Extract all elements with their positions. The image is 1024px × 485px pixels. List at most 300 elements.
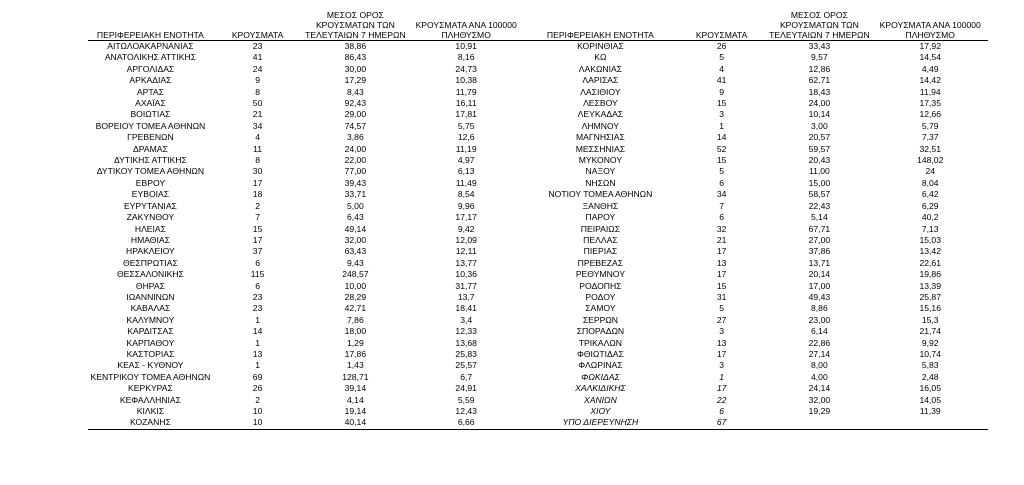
- cell-avg7-left: 19,14: [344, 406, 367, 416]
- table-row: [88, 395, 988, 406]
- cell-region-left: ΚΕΦΑΛΛΗΝΙΑΣ: [119, 394, 181, 405]
- cell-cases-left: 34: [252, 120, 263, 131]
- cell-per100k-left: 11,19: [455, 143, 477, 154]
- table-row: [88, 303, 988, 314]
- cell-per100k-right: 13,42: [919, 246, 941, 257]
- cell-per100k-left: 6,66: [408, 417, 523, 429]
- cell-cases-right: 15: [716, 98, 727, 109]
- cell-avg7-right: 20,57: [808, 132, 831, 143]
- cell-avg7-left: 1,43: [347, 360, 364, 371]
- cell-region-left: ΖΑΚΥΝΘΟΥ: [126, 212, 175, 223]
- cell-per100k-right: 9,92: [921, 337, 939, 348]
- cell-avg7-left: 10,00: [344, 280, 367, 291]
- cell-per100k-left: 9,42: [457, 223, 475, 234]
- table-row: [88, 75, 988, 86]
- header-avg7-left: ΜΕΣΟΣ ΟΡΟΣ ΚΡΟΥΣΜΑΤΩΝ ΤΩΝ ΤΕΛΕΥΤΑΙΩΝ 7 ΗΜΕΡΩΝ: [302, 0, 408, 41]
- table-row: [88, 87, 988, 98]
- cell-cases-right: 52: [716, 143, 727, 154]
- cell-avg7-left: 22,00: [344, 155, 367, 166]
- cell-avg7-left: 9,43: [347, 257, 364, 268]
- header-per100k-left: ΚΡΟΥΣΜΑΤΑ ΑΝΑ 100000 ΠΛΗΘΥΣΜΟ: [408, 0, 523, 41]
- cell-cases-left: 14: [252, 326, 263, 337]
- cell-avg7-left: 1,29: [347, 337, 364, 348]
- cell-avg7-right: 19,29: [808, 406, 831, 416]
- table-row: [88, 292, 988, 303]
- cell-per100k-right: 7,37: [921, 132, 939, 143]
- cell-avg7-right: 17,00: [808, 280, 831, 291]
- cell-avg7-right: 8,00: [811, 360, 828, 371]
- cell-avg7-right: 32,00: [808, 394, 831, 405]
- cell-avg7-left: 128,71: [342, 371, 369, 382]
- cell-region-left: ΘΕΣΣΑΛΟΝΙΚΗΣ: [116, 269, 184, 280]
- cell-avg7-left: 30,00: [344, 63, 367, 74]
- cell-region-right: ΚΟΡΙΝΘΙΑΣ: [577, 41, 624, 51]
- cell-avg7-right: 67,71: [808, 223, 831, 234]
- header-region-right: ΠΕΡΙΦΕΡΕΙΑΚΗ ΕΝΟΤΗΤΑ: [524, 0, 677, 41]
- cell-per100k-right: 16,05: [919, 383, 941, 394]
- cell-per100k-right: 6,29: [921, 200, 939, 211]
- cell-cases-right: 17: [716, 269, 727, 280]
- cell-avg7-left: 39,43: [344, 177, 367, 188]
- table-row: [88, 372, 988, 383]
- table-row: [88, 246, 988, 257]
- cell-region-right: ΣΕΡΡΩΝ: [582, 314, 618, 325]
- cell-cases-left: 10: [252, 406, 263, 416]
- header-avg7-right: ΜΕΣΟΣ ΟΡΟΣ ΚΡΟΥΣΜΑΤΩΝ ΤΩΝ ΤΕΛΕΥΤΑΙΩΝ 7 ΗΜΕΡΩΝ: [766, 0, 872, 41]
- cell-per100k-left: 17,17: [455, 212, 477, 223]
- cell-region-right: ΥΠΟ ΔΙΕΡΕΥΝΗΣΗ: [524, 417, 677, 429]
- cell-region-right: ΝΗΣΩΝ: [585, 177, 616, 188]
- cell-per100k-left: 11,49: [455, 177, 477, 188]
- cell-cases-left: 2: [255, 394, 260, 405]
- cell-region-right: ΠΙΕΡΙΑΣ: [583, 246, 618, 257]
- cell-region-left: ΗΡΑΚΛΕΙΟΥ: [126, 246, 175, 257]
- cell-avg7-left: 42,71: [344, 303, 367, 314]
- cell-region-left: ΙΩΑΝΝΙΝΩΝ: [126, 291, 175, 302]
- cell-per100k-right: 10,74: [919, 348, 941, 359]
- cell-per100k-right: 24: [925, 166, 935, 177]
- table-row: [88, 144, 988, 155]
- cell-cases-right: 27: [716, 314, 727, 325]
- cell-region-left: ΚΑΡΠΑΘΟΥ: [126, 337, 175, 348]
- cell-region-right: ΚΩ: [594, 52, 607, 63]
- cell-cases-right: 13: [716, 337, 727, 348]
- cell-per100k-right: 25,87: [919, 291, 941, 302]
- cell-region-left: ΔΥΤΙΚΟΥ ΤΟΜΕΑ ΑΘΗΝΩΝ: [96, 166, 205, 177]
- cell-region-right: ΛΑΚΩΝΙΑΣ: [578, 63, 623, 74]
- cell-per100k-right: 7,13: [921, 223, 939, 234]
- cell-avg7-right: 22,86: [808, 337, 831, 348]
- cell-region-left: ΚΑΛΥΜΝΟΥ: [126, 314, 175, 325]
- cell-avg7-left: 17,29: [344, 75, 367, 86]
- cell-per100k-right: 15,03: [919, 234, 941, 245]
- cell-cases-right: 67: [677, 417, 766, 429]
- cell-per100k-left: 24,91: [455, 383, 477, 394]
- cell-region-right: ΜΥΚΟΝΟΥ: [578, 155, 623, 166]
- cell-cases-right: 34: [716, 189, 727, 200]
- cell-region-left: ΔΥΤΙΚΗΣ ΑΤΤΙΚΗΣ: [113, 155, 187, 166]
- cell-cases-left: 17: [252, 177, 263, 188]
- cell-avg7-left: 6,43: [347, 212, 364, 223]
- cell-region-left: ΑΡΤΑΣ: [136, 86, 164, 97]
- cell-region-left: ΚΑΡΔΙΤΣΑΣ: [127, 326, 174, 337]
- cell-per100k-right: 13,39: [919, 280, 941, 291]
- cell-cases-left: 6: [255, 257, 260, 268]
- cell-avg7-left: 18,00: [344, 326, 367, 337]
- cell-per100k-right: 14,42: [919, 75, 941, 86]
- cell-avg7-right: 3,00: [811, 120, 828, 131]
- table-row: [88, 64, 988, 75]
- cell-avg7-right: 8,86: [811, 303, 828, 314]
- cell-per100k-right: 15,16: [919, 303, 941, 314]
- cell-region-left: ΑΡΚΑΔΙΑΣ: [129, 75, 172, 86]
- cell-region-left: ΚΑΣΤΟΡΙΑΣ: [126, 348, 175, 359]
- cell-cases-right: 15: [716, 280, 727, 291]
- cell-per100k-left: 13,7: [457, 291, 475, 302]
- cell-per100k-right: 22,61: [919, 257, 941, 268]
- table-row: [88, 360, 988, 371]
- cell-cases-left: 23: [252, 303, 263, 314]
- cell-cases-left: 1: [255, 337, 260, 348]
- cell-region-left: ΚΕΡΚΥΡΑΣ: [128, 383, 173, 394]
- cell-region-right: ΛΑΡΙΣΑΣ: [582, 75, 619, 86]
- cell-per100k-left: 5,59: [457, 394, 475, 405]
- cell-region-right: ΣΠΟΡΑΔΩΝ: [576, 326, 625, 337]
- cell-region-right: ΡΕΘΥΜΝΟΥ: [575, 269, 625, 280]
- cell-region-left: ΕΥΡΥΤΑΝΙΑΣ: [123, 200, 177, 211]
- table-row: [88, 178, 988, 189]
- header-per100k-right: ΚΡΟΥΣΜΑΤΑ ΑΝΑ 100000 ΠΛΗΘΥΣΜΟ: [872, 0, 988, 41]
- cell-avg7-left: 32,00: [344, 234, 367, 245]
- cell-region-right: ΧΙΟΥ: [590, 406, 611, 416]
- cell-avg7-right: 18,43: [808, 86, 831, 97]
- cell-cases-left: 1: [255, 314, 260, 325]
- cell-cases-left: 41: [252, 52, 263, 63]
- cell-region-left: ΗΜΑΘΙΑΣ: [130, 234, 170, 245]
- cell-per100k-right: [872, 417, 988, 429]
- table-row: [88, 52, 988, 63]
- cell-avg7-left: 33,71: [344, 189, 367, 200]
- cell-region-right: ΤΡΙΚΑΛΩΝ: [578, 337, 622, 348]
- cell-avg7-right: 23,00: [808, 314, 831, 325]
- cell-per100k-right: 6,42: [921, 189, 939, 200]
- cell-cases-right: 5: [719, 52, 724, 63]
- cell-per100k-left: 11,79: [455, 86, 477, 97]
- cell-avg7-left: 49,14: [344, 223, 367, 234]
- cell-cases-right: 3: [719, 109, 724, 120]
- cell-avg7-right: 20,14: [808, 269, 831, 280]
- cell-avg7-right: 5,14: [811, 212, 828, 223]
- cell-region-right: ΛΑΣΙΘΙΟΥ: [580, 86, 621, 97]
- cell-region-left: ΑΝΑΤΟΛΙΚΗΣ ΑΤΤΙΚΗΣ: [104, 52, 197, 63]
- header-cases-left: ΚΡΟΥΣΜΑΤΑ: [213, 0, 302, 41]
- cell-per100k-right: 21,74: [919, 326, 941, 337]
- cell-avg7-left: 3,86: [347, 132, 364, 143]
- cell-avg7-right: 24,00: [808, 98, 831, 109]
- cell-cases-left: 8: [255, 155, 260, 166]
- cell-region-right: ΧΑΝΙΩΝ: [583, 394, 617, 405]
- cell-cases-right: 7: [719, 200, 724, 211]
- cell-avg7-left: 92,43: [344, 98, 367, 109]
- cell-cases-right: 5: [719, 303, 724, 314]
- table-row: [88, 121, 988, 132]
- table-row: [88, 132, 988, 143]
- cell-cases-left: 26: [252, 383, 263, 394]
- cell-avg7-left: 7,86: [347, 314, 364, 325]
- table-row: [88, 349, 988, 360]
- cell-per100k-left: 16,11: [455, 98, 477, 109]
- table-row: [88, 417, 988, 429]
- cell-avg7-right: 11,00: [808, 166, 830, 177]
- cell-cases-right: 13: [716, 257, 727, 268]
- cell-per100k-left: 31,77: [455, 280, 477, 291]
- cell-region-left: ΘΕΣΠΡΩΤΙΑΣ: [123, 257, 178, 268]
- cell-cases-right: 3: [719, 360, 724, 371]
- cell-region-right: ΛΕΥΚΑΔΑΣ: [577, 109, 624, 120]
- cell-per100k-right: 14,54: [919, 52, 941, 63]
- cell-cases-right: 15: [716, 155, 727, 166]
- cell-region-left: ΑΧΑΪΑΣ: [135, 98, 166, 109]
- cell-cases-right: 4: [719, 63, 724, 74]
- cell-cases-right: 17: [716, 383, 727, 394]
- cell-avg7-right: 49,43: [808, 291, 831, 302]
- table-row: [88, 201, 988, 212]
- cell-region-left: ΕΥΒΟΙΑΣ: [131, 189, 170, 200]
- cell-avg7-right: 4,00: [811, 371, 828, 382]
- table-row: [88, 166, 988, 177]
- table-row: [88, 189, 988, 200]
- table-row: [88, 224, 988, 235]
- cell-per100k-right: 4,49: [921, 63, 939, 74]
- table-row: [88, 281, 988, 292]
- cell-per100k-left: 8,16: [457, 52, 475, 63]
- cell-cases-right: 9: [719, 86, 724, 97]
- cell-per100k-right: 17,92: [919, 41, 941, 51]
- cell-avg7-right: 22,43: [808, 200, 831, 211]
- cell-region-right: ΞΑΝΘΗΣ: [582, 200, 619, 211]
- cell-per100k-right: 32,51: [919, 143, 941, 154]
- cell-per100k-left: 10,36: [455, 269, 477, 280]
- cell-per100k-left: 18,41: [455, 303, 477, 314]
- cell-per100k-right: 5,79: [921, 120, 939, 131]
- cell-cases-left: 15: [252, 223, 263, 234]
- cell-avg7-left: 24,00: [344, 143, 367, 154]
- cell-per100k-left: 12,09: [455, 234, 477, 245]
- cell-cases-right: 6: [719, 212, 724, 223]
- cell-region-left: ΘΗΡΑΣ: [135, 280, 165, 291]
- cell-avg7-right: 27,00: [808, 234, 831, 245]
- table-row: [88, 212, 988, 223]
- cell-region-right: ΦΩΚΙΔΑΣ: [581, 371, 620, 382]
- cell-avg7-left: 77,00: [344, 166, 367, 177]
- cell-cases-left: 50: [252, 98, 263, 109]
- cell-cases-left: 115: [250, 269, 265, 280]
- cell-avg7-right: 9,57: [811, 52, 828, 63]
- cell-per100k-left: 4,97: [457, 155, 475, 166]
- cell-avg7-right: 13,71: [808, 257, 831, 268]
- cell-avg7-right: [766, 417, 872, 429]
- cell-region-left: ΕΒΡΟΥ: [135, 177, 166, 188]
- cell-cases-right: 26: [716, 41, 727, 51]
- cell-cases-left: 23: [252, 291, 263, 302]
- cell-region-right: ΠΕΛΛΑΣ: [583, 234, 618, 245]
- cell-region-right: ΝΑΞΟΥ: [585, 166, 616, 177]
- table-row: [88, 338, 988, 349]
- cell-region-right: ΛΗΜΝΟΥ: [581, 120, 620, 131]
- cell-avg7-right: 27,14: [808, 348, 831, 359]
- cell-cases-right: 31: [716, 291, 727, 302]
- cell-cases-left: 4: [255, 132, 260, 143]
- cell-cases-right: 6: [719, 406, 724, 416]
- cell-avg7-left: 8,43: [347, 86, 364, 97]
- cell-cases-left: 11: [253, 143, 263, 154]
- cell-avg7-right: 10,14: [808, 109, 831, 120]
- cell-avg7-right: 37,86: [808, 246, 831, 257]
- cell-cases-left: 6: [255, 280, 260, 291]
- cell-avg7-right: 24,14: [808, 383, 831, 394]
- cell-per100k-left: 10,91: [455, 41, 477, 51]
- cell-per100k-right: 8,04: [921, 177, 939, 188]
- cell-cases-left: 37: [252, 246, 263, 257]
- cell-cases-left: 13: [252, 348, 263, 359]
- cell-avg7-left: 248,57: [342, 269, 369, 280]
- cell-avg7-right: 12,86: [808, 63, 831, 74]
- cell-per100k-right: 40,2: [921, 212, 939, 223]
- cell-cases-right: 41: [716, 75, 727, 86]
- cell-cases-left: 30: [252, 166, 263, 177]
- cell-cases-right: 5: [719, 166, 724, 177]
- cell-per100k-left: 12,33: [455, 326, 477, 337]
- cell-per100k-left: 17,81: [455, 109, 477, 120]
- cell-cases-left: 10: [213, 417, 302, 429]
- cell-per100k-left: 3,4: [460, 314, 473, 325]
- cell-per100k-right: 14,05: [919, 394, 941, 405]
- cell-cases-left: 21: [252, 109, 263, 120]
- cell-region-left: ΔΡΑΜΑΣ: [133, 143, 168, 154]
- cell-per100k-left: 12,11: [455, 246, 477, 257]
- cell-per100k-left: 6,13: [457, 166, 475, 177]
- cell-cases-right: 1: [719, 120, 724, 131]
- cell-region-right: ΦΘΙΩΤΙΔΑΣ: [577, 348, 624, 359]
- cell-avg7-left: 4,14: [347, 394, 364, 405]
- cell-per100k-right: 15,3: [921, 314, 939, 325]
- cell-region-right: ΡΟΔΟΠΗΣ: [579, 280, 622, 291]
- cell-avg7-left: 28,29: [344, 291, 367, 302]
- cell-per100k-left: 12,6: [457, 132, 475, 143]
- cell-cases-left: 24: [252, 63, 263, 74]
- cell-per100k-left: 13,68: [455, 337, 477, 348]
- table-row: [88, 41, 988, 53]
- cell-avg7-right: 58,57: [808, 189, 831, 200]
- header-cases-right: ΚΡΟΥΣΜΑΤΑ: [677, 0, 766, 41]
- cell-per100k-right: 19,86: [919, 269, 941, 280]
- cell-avg7-left: 74,57: [344, 120, 367, 131]
- cell-cases-left: 9: [255, 75, 260, 86]
- cell-cases-left: 8: [255, 86, 260, 97]
- cell-avg7-right: 59,57: [808, 143, 831, 154]
- cell-region-right: ΝΟΤΙΟΥ ΤΟΜΕΑ ΑΘΗΝΩΝ: [548, 189, 653, 200]
- cell-region-right: ΡΟΔΟΥ: [585, 291, 616, 302]
- cell-region-left: ΚΕΝΤΡΙΚΟΥ ΤΟΜΕΑ ΑΘΗΝΩΝ: [90, 371, 211, 382]
- cell-per100k-left: 25,57: [455, 360, 477, 371]
- cell-cases-left: 17: [252, 234, 263, 245]
- covid-cases-table: [88, 0, 988, 430]
- cell-region-right: ΣΑΜΟΥ: [585, 303, 616, 314]
- table-row: [88, 383, 988, 394]
- cell-region-right: ΠΕΙΡΑΙΩΣ: [580, 223, 621, 234]
- cell-cases-right: 6: [719, 177, 724, 188]
- cell-cases-right: 21: [716, 234, 727, 245]
- cell-region-right: ΦΛΩΡΙΝΑΣ: [578, 360, 623, 371]
- cell-per100k-left: 10,38: [455, 75, 477, 86]
- table-row: [88, 109, 988, 120]
- cell-avg7-left: 5,00: [347, 200, 364, 211]
- cell-cases-right: 17: [716, 348, 727, 359]
- cell-region-right: ΧΑΛΚΙΔΙΚΗΣ: [575, 383, 626, 394]
- cell-region-right: ΠΑΡΟΥ: [585, 212, 616, 223]
- cell-cases-right: 3: [719, 326, 724, 337]
- cell-cases-right: 14: [716, 132, 727, 143]
- cell-avg7-left: 29,00: [344, 109, 367, 120]
- cell-region-left: ΚΑΒΑΛΑΣ: [130, 303, 171, 314]
- cell-per100k-right: 11,94: [919, 86, 941, 97]
- cell-cases-right: 32: [716, 223, 727, 234]
- header-region-left: ΠΕΡΙΦΕΡΕΙΑΚΗ ΕΝΟΤΗΤΑ: [88, 0, 213, 41]
- cell-avg7-left: 39,14: [344, 383, 367, 394]
- cell-per100k-left: 24,73: [455, 63, 477, 74]
- cell-region-left: ΚΕΑΣ - ΚΥΘΝΟΥ: [117, 360, 184, 371]
- cell-cases-left: 7: [255, 212, 260, 223]
- table-body: [88, 41, 988, 430]
- cell-per100k-left: 5,75: [457, 120, 475, 131]
- table-row: [88, 258, 988, 269]
- cell-per100k-right: 2,48: [921, 371, 939, 382]
- cell-cases-right: 17: [716, 246, 727, 257]
- cell-avg7-right: 20,43: [808, 155, 831, 166]
- cell-per100k-left: 12,43: [455, 406, 477, 416]
- cell-per100k-right: 5,83: [921, 360, 939, 371]
- cell-avg7-right: 6,14: [811, 326, 828, 337]
- cell-per100k-right: 12,66: [919, 109, 941, 120]
- cell-avg7-right: 15,00: [808, 177, 831, 188]
- cell-cases-left: 2: [255, 200, 260, 211]
- cell-region-left: ΚΟΖΑΝΗΣ: [88, 417, 213, 429]
- table-row: [88, 269, 988, 280]
- table-row: [88, 406, 988, 417]
- cell-per100k-left: 13,77: [455, 257, 477, 268]
- cell-region-left: ΒΟΙΩΤΙΑΣ: [130, 109, 171, 120]
- cell-region-left: ΑΡΓΟΛΙΔΑΣ: [126, 63, 175, 74]
- cell-per100k-right: 17,35: [919, 98, 941, 109]
- table-row: [88, 98, 988, 109]
- cell-cases-left: 69: [252, 371, 263, 382]
- cell-per100k-left: 8,54: [457, 189, 475, 200]
- cell-avg7-left: 63,43: [344, 246, 367, 257]
- cell-avg7-left: 17,86: [344, 348, 367, 359]
- table-row: [88, 155, 988, 166]
- cell-region-right: ΠΡΕΒΕΖΑΣ: [577, 257, 624, 268]
- table-row: [88, 326, 988, 337]
- cell-cases-right: 22: [716, 394, 727, 405]
- cell-region-left: ΑΙΤΩΛΟΑΚΑΡΝΑΝΙΑΣ: [107, 41, 194, 51]
- table-row: [88, 315, 988, 326]
- cell-region-right: ΜΕΣΣΗΝΙΑΣ: [575, 143, 626, 154]
- cell-per100k-left: 9,96: [457, 200, 475, 211]
- cell-per100k-left: 25,83: [455, 348, 477, 359]
- table-row: [88, 235, 988, 246]
- cell-avg7-left: 86,43: [344, 52, 367, 63]
- cell-region-right: ΜΑΓΝΗΣΙΑΣ: [576, 132, 625, 143]
